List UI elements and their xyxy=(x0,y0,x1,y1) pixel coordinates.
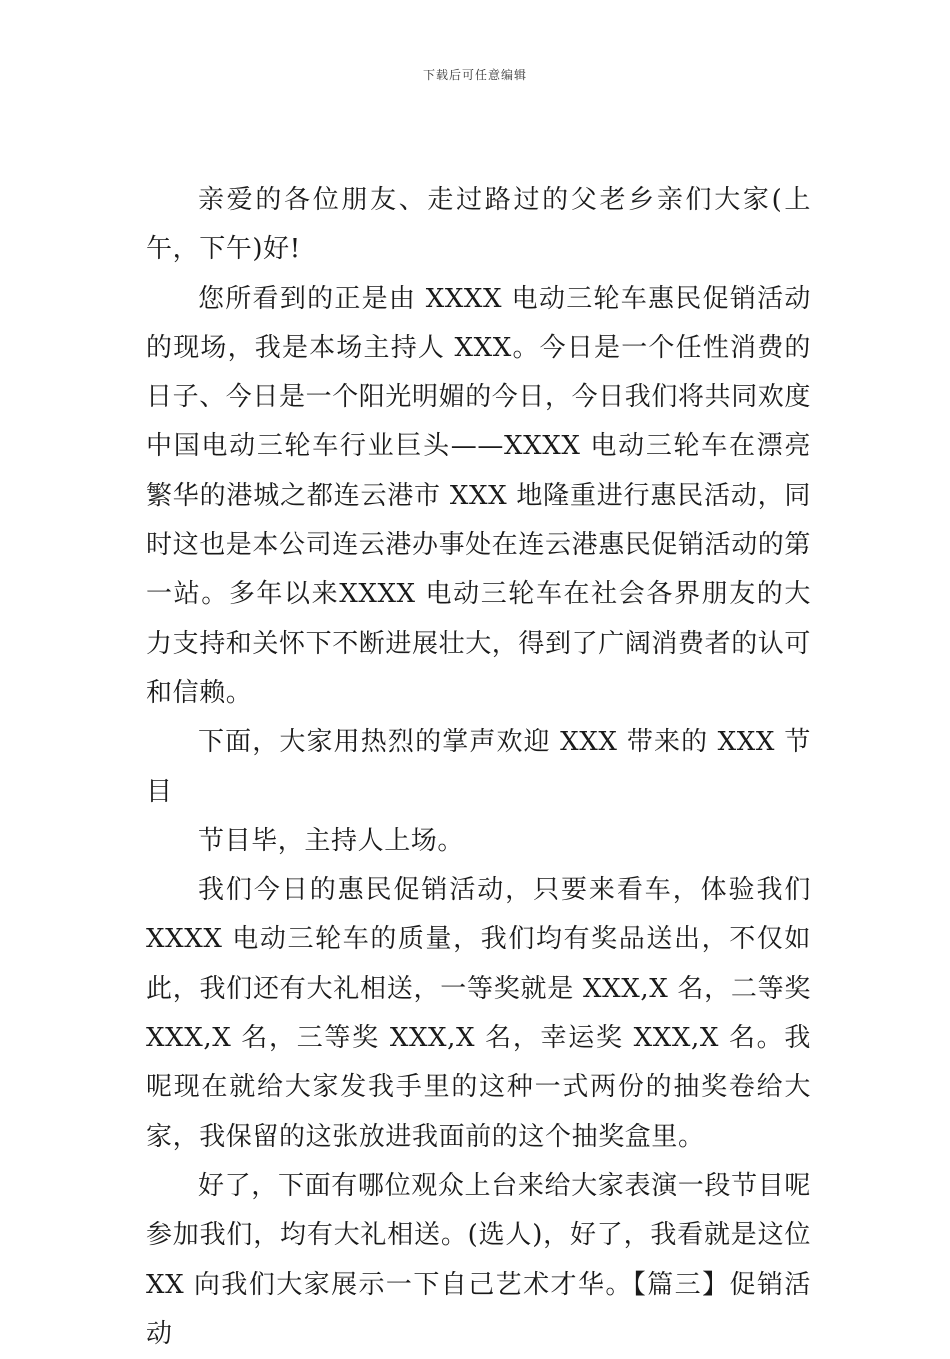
header-note: 下载后可任意编辑 xyxy=(422,68,527,82)
paragraph-prizes: 我们今日的惠民促销活动，只要来看车，体验我们 XXXX 电动三轮车的质量，我们均有奖品送出，不仅如此，我们还有大礼相送，一等奖就是 XXX,X 名，二等奖 XXX,X 名，三等奖 XXX,X 名，幸运奖 XXX,X 名。我呢现在就给大家发我手里的这种一式两份的抽奖卷给大家，我保留的这张放进我面前的这个抽奖盒里。 xyxy=(146,875,811,1152)
paragraph-performance-intro: 下面，大家用热烈的掌声欢迎 XXX 带来的 XXX 节目 xyxy=(146,727,811,807)
document-body xyxy=(146,176,811,1359)
paragraph-audience-performance: 好了，下面有哪位观众上台来给大家表演一段节目呢参加我们，均有大礼相送。(选人)，好了，我看就是这位XX 向我们大家展示一下自己艺术才华。【篇三】促销活动 xyxy=(146,1170,811,1349)
paragraph-greeting: 亲爱的各位朋友、走过路过的父老乡亲们大家(上午，下午)好! xyxy=(146,185,811,265)
paragraph-host-returns: 节目毕，主持人上场。 xyxy=(198,825,465,856)
paragraph-introduction: 您所看到的正是由 XXXX 电动三轮车惠民促销活动的现场，我是本场主持人 XXX。今日是一个任性消费的日子、今日是一个阳光明媚的今日，今日我们将共同欢度中国电动三轮车行业巨头——XXXX 电动三轮车在漂亮繁华的港城之都连云港市 XXX 地隆重进行惠民活动，同时这也是本公司连云港办事处在连云港惠民促销活动的第一站。多年以来XXXX 电动三轮车在社会各界朋友的大力支持和关怀下不断进展壮大，得到了广阔消费者的认可和信赖。 xyxy=(146,283,812,708)
